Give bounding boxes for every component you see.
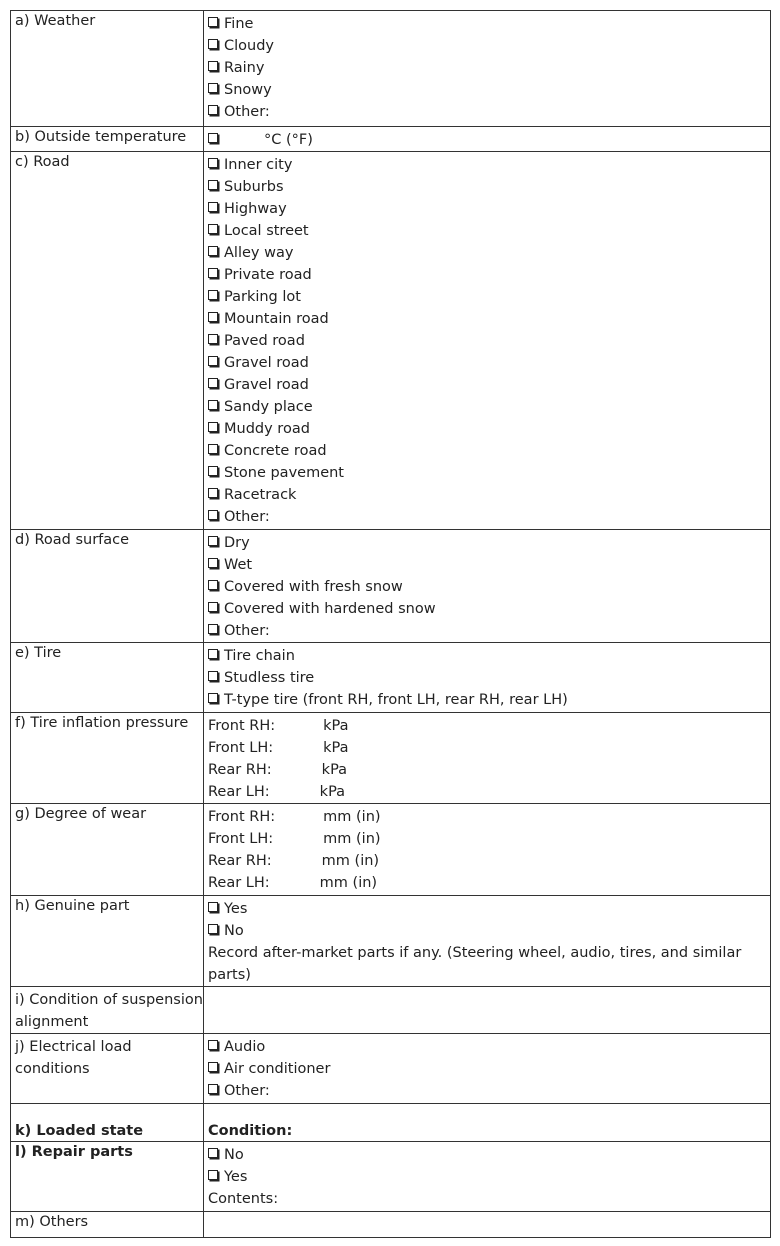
option-hardened-snow[interactable]: Covered with hardened snow	[208, 598, 770, 620]
label-degree-of-wear: g) Degree of wear	[11, 804, 204, 896]
checkbox-icon[interactable]	[208, 1170, 218, 1180]
label-tire: e) Tire	[11, 643, 204, 713]
checkbox-icon[interactable]	[208, 400, 218, 410]
checkbox-icon[interactable]	[208, 224, 218, 234]
option-stone-pavement[interactable]: Stone pavement	[208, 462, 770, 484]
checkbox-icon[interactable]	[208, 624, 218, 634]
checkbox-icon[interactable]	[208, 558, 218, 568]
contents-field[interactable]: Contents:	[208, 1191, 279, 1207]
checkbox-icon[interactable]	[208, 290, 218, 300]
option-snowy[interactable]: Snowy	[208, 79, 770, 101]
option-yes[interactable]: Yes	[208, 1166, 770, 1188]
checkbox-icon[interactable]	[208, 180, 218, 190]
row-others	[11, 1212, 771, 1238]
checkbox-icon[interactable]	[208, 246, 218, 256]
vehicle-condition-form	[10, 10, 771, 1238]
options-road	[204, 152, 771, 530]
options-repair-parts	[204, 1142, 771, 1212]
field-front-lh-wear[interactable]: Front LH: mm (in)	[208, 831, 381, 847]
option-suburbs[interactable]: Suburbs	[208, 176, 770, 198]
option-other[interactable]: Other:	[208, 506, 770, 528]
label-loaded-state: k) Loaded state	[11, 1104, 204, 1142]
row-tire	[11, 643, 771, 713]
checkbox-icon[interactable]	[208, 1062, 218, 1072]
option-tire-chain[interactable]: Tire chain	[208, 645, 770, 667]
field-rear-rh-pressure[interactable]: Rear RH: kPa	[208, 762, 348, 778]
checkbox-icon[interactable]	[208, 422, 218, 432]
option-t-type-tire[interactable]: T-type tire (front RH, front LH, rear RH, rear LH)	[208, 689, 770, 711]
checkbox-icon[interactable]	[208, 444, 218, 454]
option-audio[interactable]: Audio	[208, 1036, 770, 1058]
options-genuine-part	[204, 896, 771, 987]
field-rear-lh-wear[interactable]: Rear LH: mm (in)	[208, 875, 378, 891]
checkbox-icon[interactable]	[208, 61, 218, 71]
checkbox-icon[interactable]	[208, 334, 218, 344]
field-outside-temperature[interactable]	[204, 127, 771, 152]
options-weather	[204, 11, 771, 127]
checkbox-icon[interactable]	[208, 39, 218, 49]
options-road-surface	[204, 530, 771, 643]
label-repair-parts: l) Repair parts	[11, 1142, 204, 1212]
checkbox-icon[interactable]	[208, 536, 218, 546]
option-sandy-place[interactable]: Sandy place	[208, 396, 770, 418]
fields-degree-of-wear	[204, 804, 771, 896]
option-concrete-road[interactable]: Concrete road	[208, 440, 770, 462]
checkbox-icon[interactable]	[208, 202, 218, 212]
checkbox-icon[interactable]	[208, 902, 218, 912]
label-genuine-part: h) Genuine part	[11, 896, 204, 987]
checkbox-icon[interactable]	[208, 580, 218, 590]
label-suspension-alignment: i) Condition of suspension alignment	[11, 987, 204, 1034]
field-suspension-alignment[interactable]	[204, 987, 771, 1034]
field-rear-rh-wear[interactable]: Rear RH: mm (in)	[208, 853, 380, 869]
label-electrical-load: j) Electrical load conditions	[11, 1034, 204, 1104]
checkbox-icon[interactable]	[208, 602, 218, 612]
label-road-surface: d) Road surface	[11, 530, 204, 643]
checkbox-icon[interactable]	[208, 488, 218, 498]
row-genuine-part	[11, 896, 771, 987]
options-tire	[204, 643, 771, 713]
row-repair-parts	[11, 1142, 771, 1212]
field-front-rh-pressure[interactable]: Front RH: kPa	[208, 718, 349, 734]
checkbox-icon[interactable]	[208, 649, 218, 659]
checkbox-icon[interactable]	[208, 1084, 218, 1094]
option-mountain-road[interactable]: Mountain road	[208, 308, 770, 330]
checkbox-icon[interactable]	[208, 510, 218, 520]
option-cloudy[interactable]: Cloudy	[208, 35, 770, 57]
row-outside-temperature	[11, 127, 771, 152]
label-tire-inflation-pressure: f) Tire inflation pressure	[11, 713, 204, 804]
option-other[interactable]: Other:	[208, 620, 770, 642]
option-wet[interactable]: Wet	[208, 554, 770, 576]
option-gravel-road[interactable]: Gravel road	[208, 352, 770, 374]
label-road: c) Road	[11, 152, 204, 530]
option-studless-tire[interactable]: Studless tire	[208, 667, 770, 689]
option-local-street[interactable]: Local street	[208, 220, 770, 242]
after-market-note: Record after-market parts if any. (Steering wheel, audio, tires, and similar parts)	[208, 945, 742, 983]
label-outside-temperature: b) Outside temperature	[11, 127, 204, 152]
row-loaded-state	[11, 1104, 771, 1142]
checkbox-icon[interactable]	[208, 105, 218, 115]
option-rainy[interactable]: Rainy	[208, 57, 770, 79]
option-racetrack[interactable]: Racetrack	[208, 484, 770, 506]
field-loaded-state[interactable]: Condition:	[204, 1104, 771, 1142]
option-private-road[interactable]: Private road	[208, 264, 770, 286]
option-gravel-road-2[interactable]: Gravel road	[208, 374, 770, 396]
option-no[interactable]: No	[208, 1144, 770, 1166]
option-other[interactable]: Other:	[208, 1080, 770, 1102]
row-degree-of-wear	[11, 804, 771, 896]
field-front-lh-pressure[interactable]: Front LH: kPa	[208, 740, 349, 756]
checkbox-icon[interactable]	[208, 378, 218, 388]
checkbox-icon[interactable]	[208, 671, 218, 681]
row-electrical-load	[11, 1034, 771, 1104]
option-no[interactable]: No	[208, 920, 770, 942]
checkbox-icon[interactable]	[208, 312, 218, 322]
checkbox-icon[interactable]	[208, 1040, 218, 1050]
option-inner-city[interactable]: Inner city	[208, 154, 770, 176]
checkbox-icon[interactable]	[208, 924, 218, 934]
field-others[interactable]	[204, 1212, 771, 1238]
option-air-conditioner[interactable]: Air conditioner	[208, 1058, 770, 1080]
checkbox-icon[interactable]	[208, 466, 218, 476]
checkbox-icon[interactable]	[208, 133, 218, 143]
options-electrical-load	[204, 1034, 771, 1104]
option-highway[interactable]: Highway	[208, 198, 770, 220]
option-paved-road[interactable]: Paved road	[208, 330, 770, 352]
option-muddy-road[interactable]: Muddy road	[208, 418, 770, 440]
checkbox-icon[interactable]	[208, 693, 218, 703]
row-road-surface	[11, 530, 771, 643]
checkbox-icon[interactable]	[208, 83, 218, 93]
option-dry[interactable]: Dry	[208, 532, 770, 554]
option-other[interactable]: Other:	[208, 101, 770, 123]
row-tire-inflation-pressure	[11, 713, 771, 804]
field-front-rh-wear[interactable]: Front RH: mm (in)	[208, 809, 381, 825]
row-suspension-alignment	[11, 987, 771, 1034]
fields-tire-inflation-pressure	[204, 713, 771, 804]
temperature-unit: °C (°F)	[264, 132, 313, 148]
checkbox-icon[interactable]	[208, 268, 218, 278]
label-weather: a) Weather	[11, 11, 204, 127]
checkbox-icon[interactable]	[208, 1148, 218, 1158]
option-alley-way[interactable]: Alley way	[208, 242, 770, 264]
row-road	[11, 152, 771, 530]
option-fresh-snow[interactable]: Covered with fresh snow	[208, 576, 770, 598]
checkbox-icon[interactable]	[208, 17, 218, 27]
checkbox-icon[interactable]	[208, 158, 218, 168]
checkbox-icon[interactable]	[208, 356, 218, 366]
label-others: m) Others	[11, 1212, 204, 1238]
row-weather	[11, 11, 771, 127]
option-fine[interactable]: Fine	[208, 13, 770, 35]
field-rear-lh-pressure[interactable]: Rear LH: kPa	[208, 784, 346, 800]
option-yes[interactable]: Yes	[208, 898, 770, 920]
option-parking-lot[interactable]: Parking lot	[208, 286, 770, 308]
